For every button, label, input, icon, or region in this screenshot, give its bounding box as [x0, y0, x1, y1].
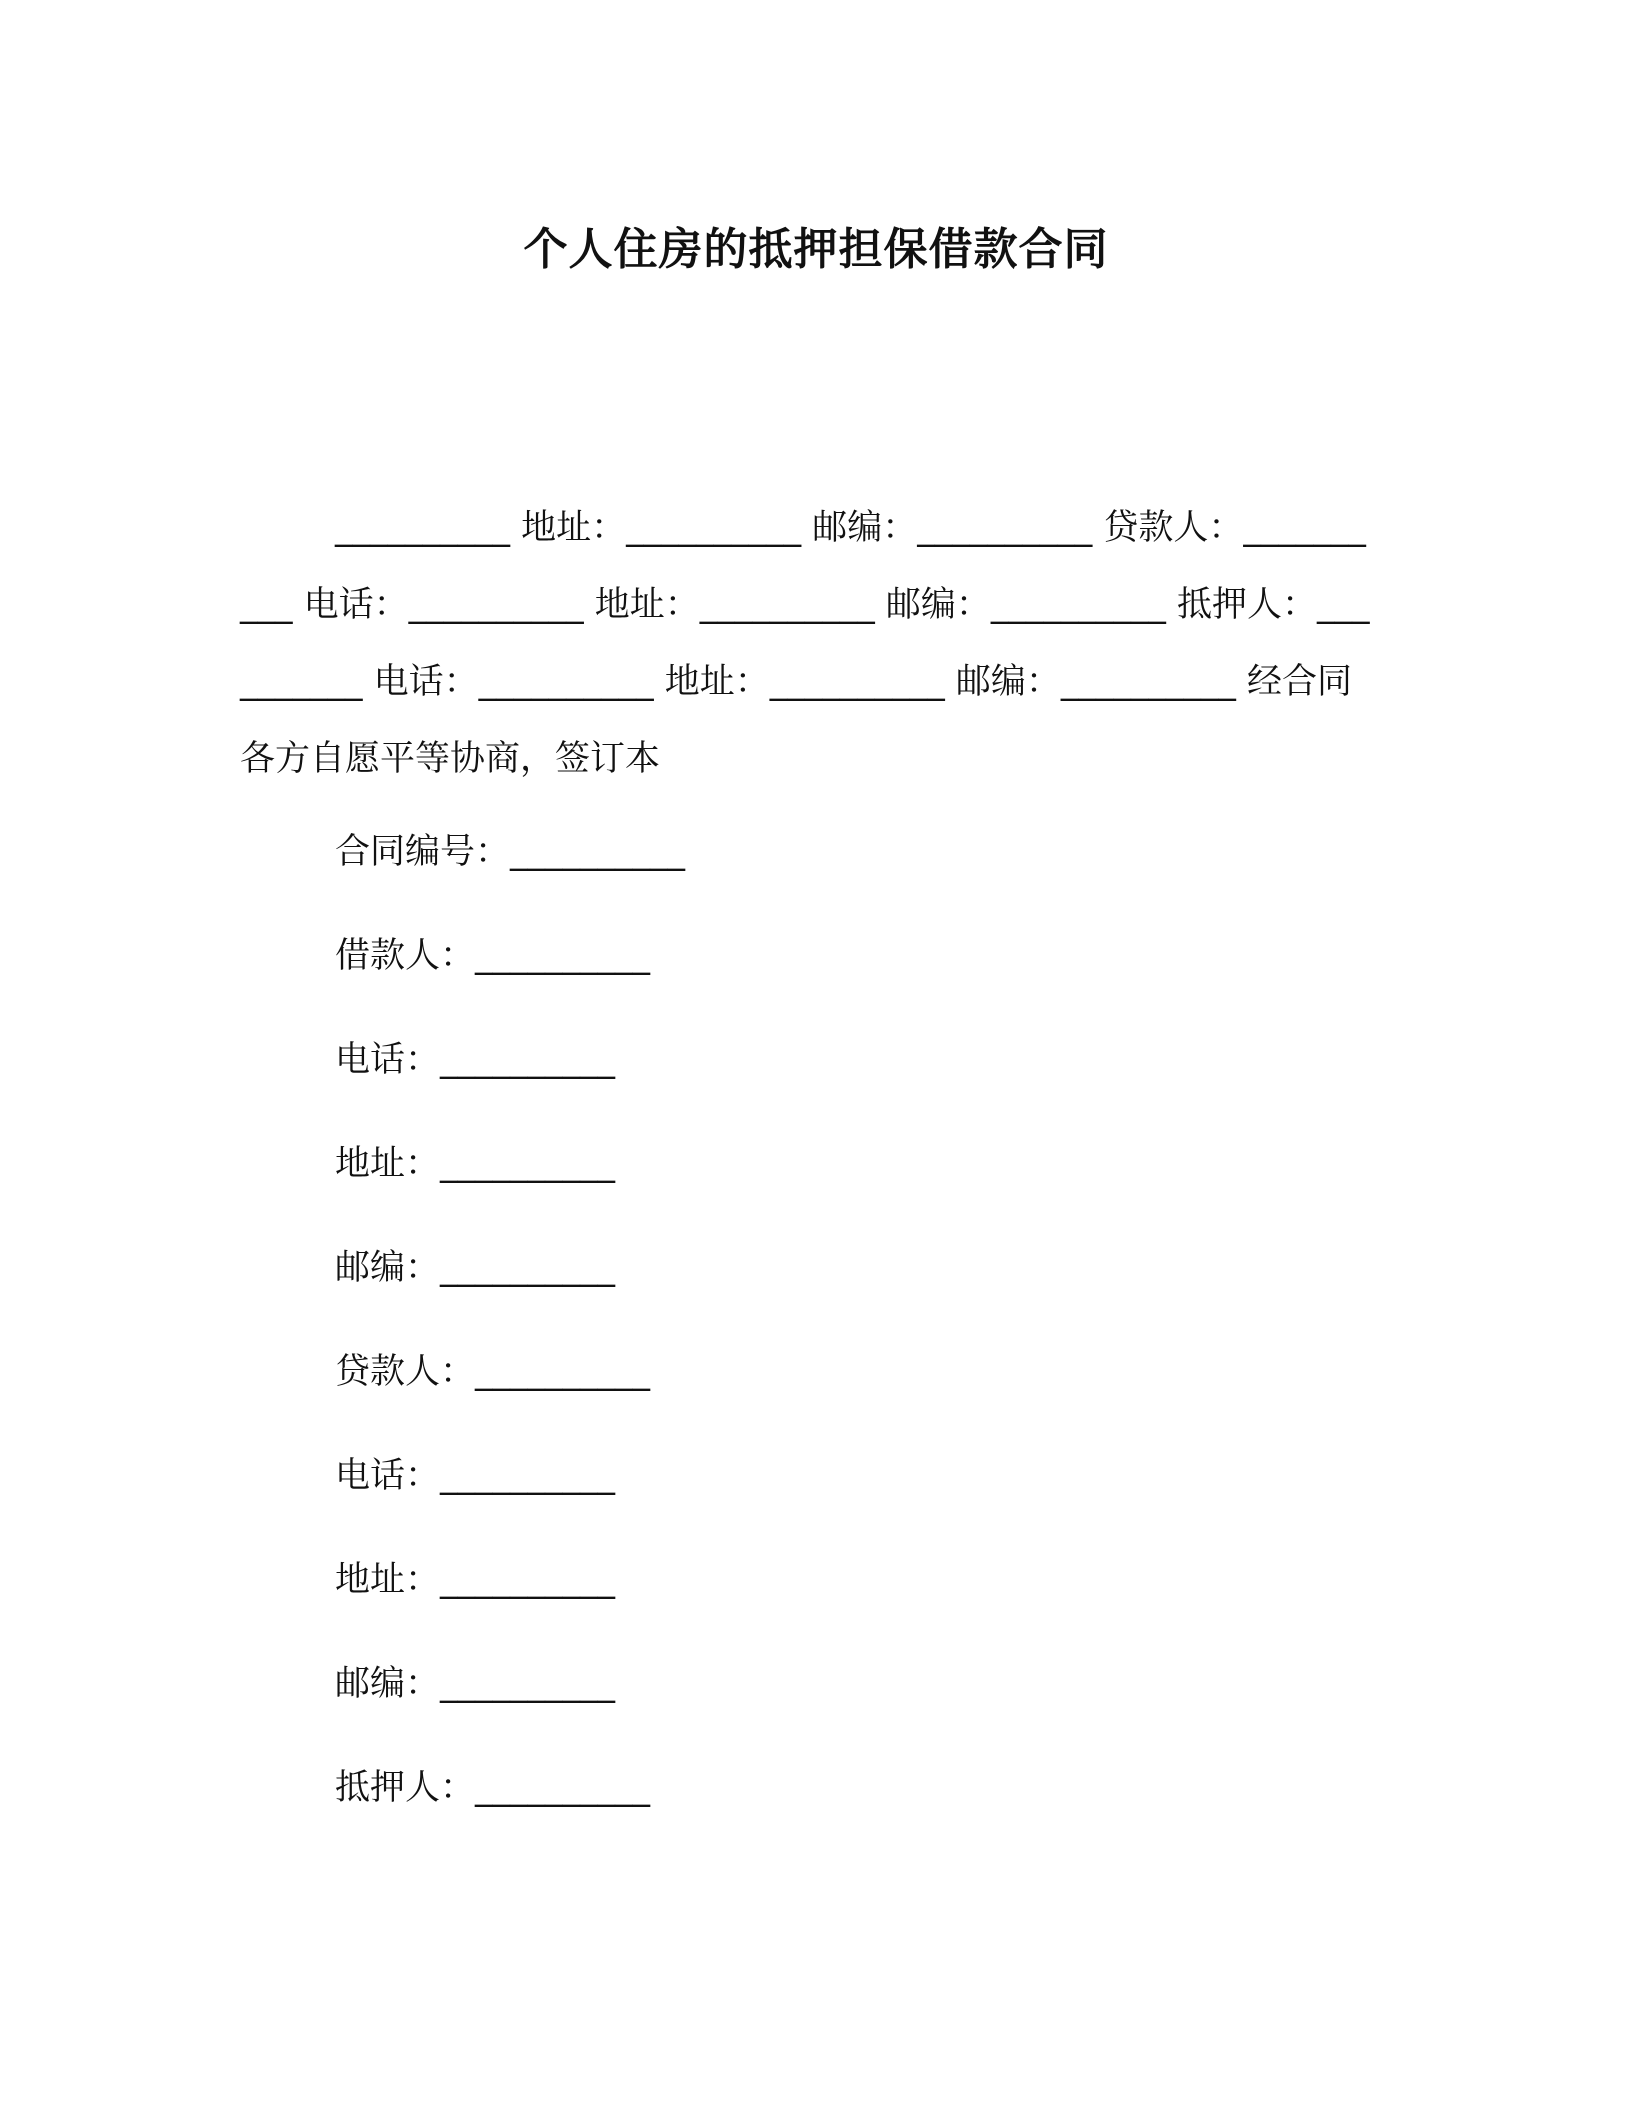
field-lender-phone: 电话：__________	[335, 1456, 616, 1496]
intro-paragraph: __________ 地址：__________ 邮编：__________ 贷款人：__________ 电话：__________ 地址：__________ 邮编：__________ 抵押人：__________ 电话：__________ 地址：__________ 邮编：__________ 经合同各方自愿平等协商，签订本	[240, 508, 1370, 779]
field-lender: 贷款人：__________	[335, 1352, 651, 1392]
field-mortgagor: 抵押人：__________	[335, 1768, 651, 1808]
party-field-list	[335, 822, 685, 1862]
field-borrower: 借款人：__________	[335, 936, 651, 976]
field-borrower-postcode: 邮编：__________	[335, 1248, 616, 1288]
field-borrower-phone: 电话：__________	[335, 1040, 616, 1080]
document-title: 个人住房的抵押担保借款合同	[523, 224, 1109, 275]
field-contract-number: 合同编号：__________	[335, 832, 686, 872]
field-lender-address: 地址：__________	[335, 1560, 616, 1600]
field-borrower-address: 地址：__________	[335, 1144, 616, 1184]
field-lender-postcode: 邮编：__________	[335, 1664, 616, 1704]
